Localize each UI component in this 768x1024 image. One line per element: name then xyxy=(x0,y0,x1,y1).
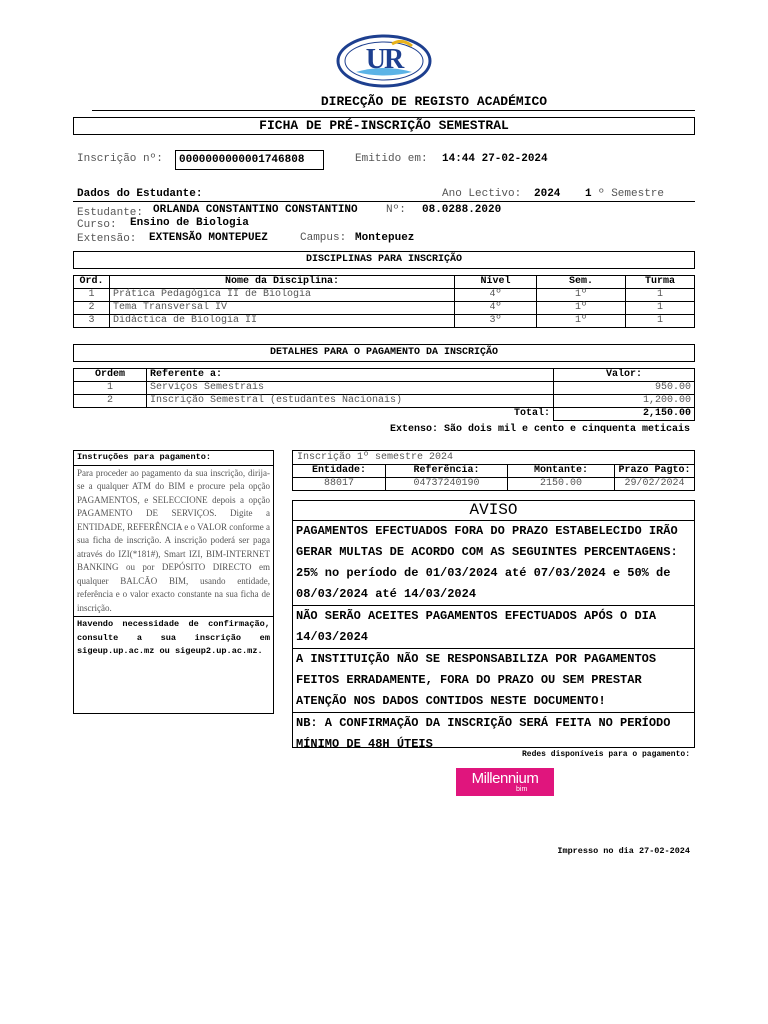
notice-confirmation: NB: A CONFIRMAÇÃO DA INSCRIÇÃO SERÁ FEITA NO PERÍODO MÍNIMO DE 48H ÚTEIS xyxy=(296,716,671,751)
table-cell: 1º xyxy=(537,302,626,315)
table-cell: 4º xyxy=(455,289,537,302)
millennium-bim-logo xyxy=(456,768,554,796)
table-cell: 1 xyxy=(74,289,110,302)
table-cell: 1º xyxy=(537,315,626,328)
table-row xyxy=(74,302,695,315)
student-name-label: Estudante: xyxy=(77,207,144,219)
table-header-row xyxy=(74,369,695,382)
notice-deadline: NÃO SERÃO ACEITES PAGAMENTOS EFECTUADOS APÓS O DIA 14/03/2024 xyxy=(293,606,694,649)
table-cell: 2 xyxy=(74,395,147,408)
amount-value: 2150.00 xyxy=(508,478,615,491)
notice-box xyxy=(292,500,695,751)
bank-name: Millennium xyxy=(471,770,539,787)
table-header: Nível xyxy=(455,276,537,289)
academic-year-label: Ano Lectivo: xyxy=(442,188,522,200)
form-title: FICHA DE PRÉ-INSCRIÇÃO SEMESTRAL xyxy=(73,117,695,135)
notice-title: AVISO xyxy=(293,501,694,521)
reference-table xyxy=(292,464,695,491)
table-header: Montante: xyxy=(508,465,615,478)
table-header: Referência: xyxy=(386,465,508,478)
confirmation-note: Havendo necessidade de confirmação, consulte a sua inscrição em sigeup.up.ac.mz ou sigeup2.up.ac.mz. xyxy=(77,619,270,656)
table-row xyxy=(74,315,695,328)
table-header: Valor: xyxy=(554,369,695,382)
deadline-value: 29/02/2024 xyxy=(615,478,695,491)
table-header: Entidade: xyxy=(293,465,386,478)
table-cell: 1 xyxy=(626,302,695,315)
table-header: Sem. xyxy=(537,276,626,289)
table-cell: 3º xyxy=(455,315,537,328)
table-cell: 2 xyxy=(74,302,110,315)
header-rule xyxy=(92,110,695,111)
reference-value: 04737240190 xyxy=(386,478,508,491)
student-rule xyxy=(73,201,695,202)
table-cell: 950.00 xyxy=(554,382,695,395)
table-row xyxy=(293,478,695,491)
table-cell: Prática Pedagógica II de Biologia xyxy=(110,289,455,302)
instructions-title: Instruções para pagamento: xyxy=(74,451,273,466)
department-title: DIRECÇÃO DE REGISTO ACADÉMICO xyxy=(320,94,548,109)
notice-responsibility: A INSTITUIÇÃO NÃO SE RESPONSABILIZA POR PAGAMENTOS FEITOS ERRADAMENTE, FORA DO PRAZO OU SEM PRESTAR ATENÇÃO NOS DADOS CONTIDOS NESTE DOCUMENTO! xyxy=(293,649,694,713)
table-cell: Didáctica de Biologia II xyxy=(110,315,455,328)
issued-label: Emitido em: xyxy=(355,153,428,165)
registration-number-label: Inscrição nº: xyxy=(77,153,163,165)
table-row xyxy=(74,382,695,395)
logo-text: UR xyxy=(365,44,403,75)
instructions-body: Para proceder ao pagamento da sua inscrição, dirija-se a qualquer ATM do BIM e procure pela opção PAGAMENTOS, e SELECCIONE depois a opção PAGAMENTO DE SERVIÇOS. Digite a ENTIDADE, REFERÊNCIA e o VALOR conforme a sua ficha de inscrição. A inscrição poderá ser paga através do IZI(*181#), Smart IZI, BIM-INTERNET BANKING ou por DEPÓSITO DIRECTO em qualquer BALCÃO BIM, usando entidade, referência e o valor exacto constante na sua ficha de inscrição. xyxy=(74,466,273,618)
table-cell: 1º xyxy=(537,289,626,302)
entity-value: 88017 xyxy=(293,478,386,491)
student-id-label: Nº: xyxy=(386,204,406,216)
table-header: Ordem xyxy=(74,369,147,382)
table-cell: Tema Transversal IV xyxy=(110,302,455,315)
amount-in-words: Extenso: São dois mil e cento e cinquenta meticais xyxy=(389,424,690,435)
table-header-row xyxy=(74,276,695,289)
semester-number: 1 xyxy=(585,188,592,200)
table-cell: 1 xyxy=(626,315,695,328)
payment-title: DETALHES PARA O PAGAMENTO DA INSCRIÇÃO xyxy=(73,344,695,362)
course-value: Ensino de Biologia xyxy=(130,217,249,229)
table-header: Referente a: xyxy=(147,369,554,382)
total-label: Total: xyxy=(513,408,550,420)
table-header: Nome da Disciplina: xyxy=(110,276,455,289)
total-value: 2,150.00 xyxy=(554,408,695,421)
academic-year: 2024 xyxy=(534,188,561,200)
table-header: Turma xyxy=(626,276,695,289)
payment-table xyxy=(73,368,695,421)
student-section-label: Dados do Estudante: xyxy=(77,188,203,200)
bank-sub: bim xyxy=(516,786,528,793)
semester-label: º Semestre xyxy=(598,188,665,200)
reference-caption: Inscrição 1º semestre 2024 xyxy=(292,450,695,465)
table-row xyxy=(74,395,695,408)
table-header: Ord. xyxy=(74,276,110,289)
table-cell: 1 xyxy=(74,382,147,395)
issued-value: 14:44 27-02-2024 xyxy=(442,153,548,165)
extension-label: Extensão: xyxy=(77,233,137,245)
printed-date: Impresso no dia 27-02-2024 xyxy=(557,846,690,856)
disciplines-table xyxy=(73,275,695,328)
campus-value: Montepuez xyxy=(355,232,415,244)
notice-fines: PAGAMENTOS EFECTUADOS FORA DO PRAZO ESTABELECIDO IRÃO GERAR MULTAS DE ACORDO COM AS SEGUINTES PERCENTAGENS: 25% no período de 01/03/2024 até 07/03/2024 e 50% de 08/03/2024 até 14/03/2024 xyxy=(293,521,694,606)
table-header: Prazo Pagto: xyxy=(615,465,695,478)
course-label: Curso: xyxy=(77,219,117,231)
university-logo xyxy=(336,34,432,88)
table-cell: 1 xyxy=(626,289,695,302)
payment-instructions xyxy=(73,450,274,714)
networks-label: Redes disponíveis para o pagamento: xyxy=(521,750,690,759)
extension-value: EXTENSÃO MONTEPUEZ xyxy=(149,232,268,244)
campus-label: Campus: xyxy=(300,232,347,244)
student-name: ORLANDA CONSTANTINO CONSTANTINO xyxy=(153,204,358,216)
table-cell: Inscrição Semestral (estudantes Nacionais) xyxy=(147,395,554,408)
student-id: 08.0288.2020 xyxy=(422,204,502,216)
total-row xyxy=(74,408,695,421)
table-cell: 4º xyxy=(455,302,537,315)
table-cell: 1,200.00 xyxy=(554,395,695,408)
registration-number: 0000000000001746808 xyxy=(175,150,324,170)
table-cell: Serviços Semestrais xyxy=(147,382,554,395)
disciplines-title: DISCIPLINAS PARA INSCRIÇÃO xyxy=(73,251,695,269)
table-row xyxy=(74,289,695,302)
table-header-row xyxy=(293,465,695,478)
table-cell: 3 xyxy=(74,315,110,328)
